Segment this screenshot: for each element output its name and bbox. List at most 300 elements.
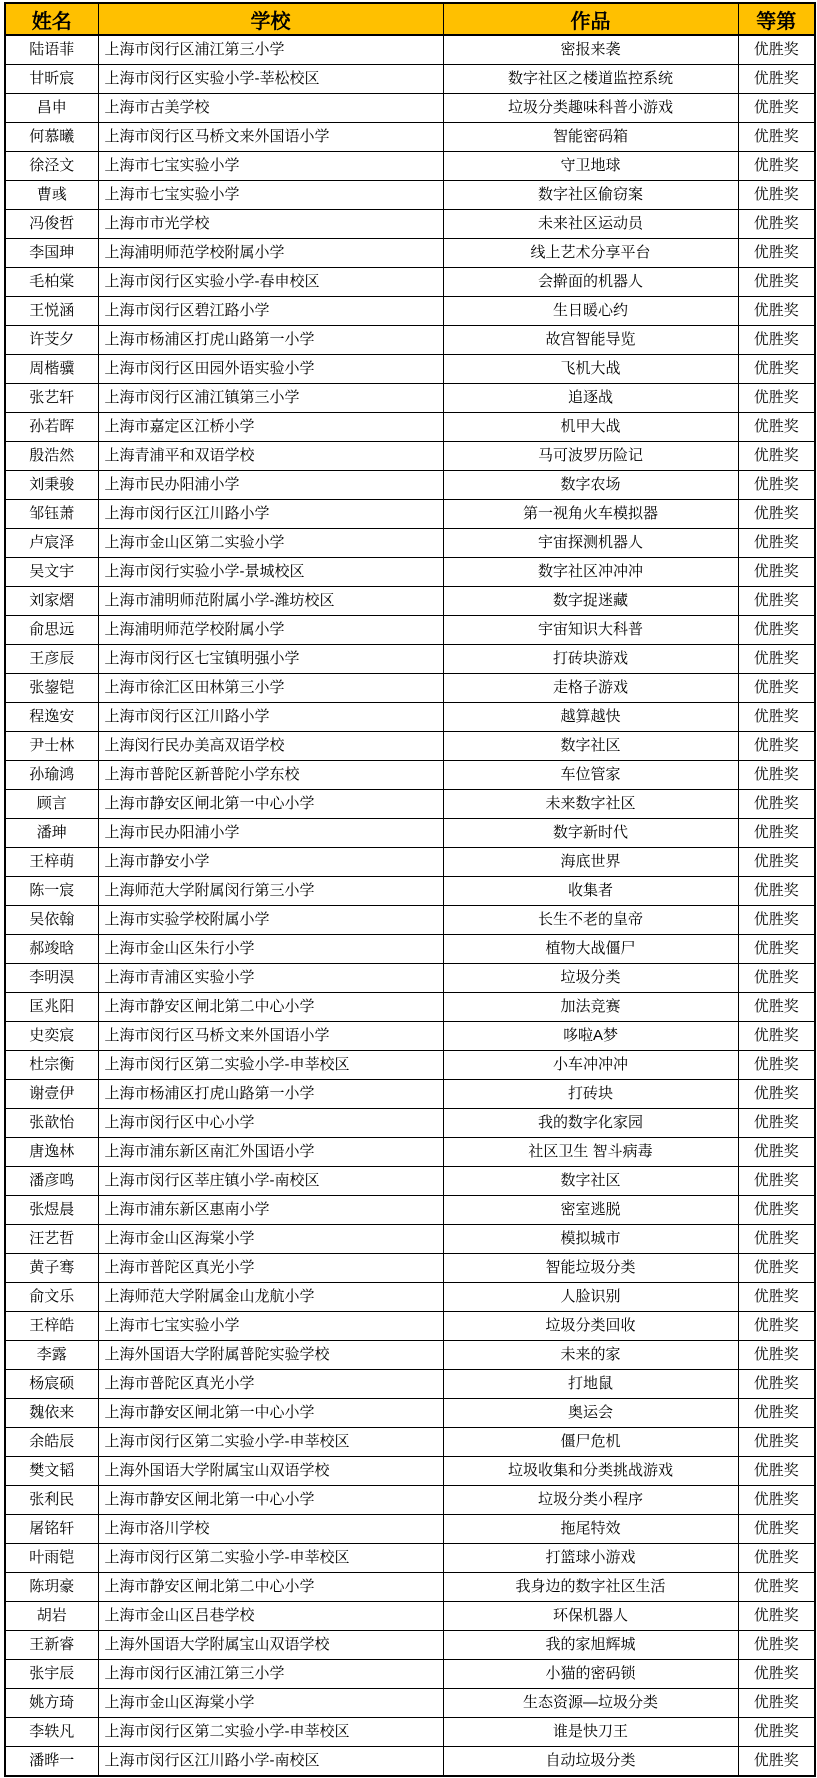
- table-row: [5, 1544, 815, 1573]
- school-cell: 上海闵行民办美高双语学校: [98, 732, 443, 761]
- table-row: [5, 993, 815, 1022]
- work-cell: 守卫地球: [443, 152, 738, 181]
- table-row: [5, 1051, 815, 1080]
- name-cell: 王新睿: [5, 1631, 98, 1660]
- name-cell: 卢宸泽: [5, 529, 98, 558]
- school-cell: 上海市闵行区江川路小学: [98, 703, 443, 732]
- award-cell: 优胜奖: [738, 1109, 815, 1138]
- school-cell: 上海市实验学校附属小学: [98, 906, 443, 935]
- header-work: 作品: [443, 3, 738, 35]
- name-cell: 邹钰萧: [5, 500, 98, 529]
- name-cell: 屠铭轩: [5, 1515, 98, 1544]
- name-cell: 张鋆铠: [5, 674, 98, 703]
- table-body: [5, 35, 815, 1776]
- name-cell: 殷浩然: [5, 442, 98, 471]
- award-cell: 优胜奖: [738, 65, 815, 94]
- school-cell: 上海市闵行区第二实验小学-申莘校区: [98, 1428, 443, 1457]
- school-cell: 上海市金山区吕巷学校: [98, 1602, 443, 1631]
- name-cell: 李明淏: [5, 964, 98, 993]
- table-row: [5, 1399, 815, 1428]
- work-cell: 模拟城市: [443, 1225, 738, 1254]
- name-cell: 胡岩: [5, 1602, 98, 1631]
- award-cell: 优胜奖: [738, 703, 815, 732]
- name-cell: 张宇辰: [5, 1660, 98, 1689]
- work-cell: 机甲大战: [443, 413, 738, 442]
- school-cell: 上海市闵行区第二实验小学-申莘校区: [98, 1051, 443, 1080]
- work-cell: 飞机大战: [443, 355, 738, 384]
- work-cell: 社区卫生 智斗病毒: [443, 1138, 738, 1167]
- table-row: [5, 1631, 815, 1660]
- school-cell: 上海市嘉定区江桥小学: [98, 413, 443, 442]
- school-cell: 上海市普陀区真光小学: [98, 1370, 443, 1399]
- work-cell: 未来的家: [443, 1341, 738, 1370]
- school-cell: 上海市静安区闸北第二中心小学: [98, 1573, 443, 1602]
- work-cell: 人脸识别: [443, 1283, 738, 1312]
- award-cell: 优胜奖: [738, 993, 815, 1022]
- table-row: [5, 587, 815, 616]
- table-row: [5, 1167, 815, 1196]
- work-cell: 收集者: [443, 877, 738, 906]
- name-cell: 毛柏棠: [5, 268, 98, 297]
- school-cell: 上海市静安区闸北第一中心小学: [98, 1399, 443, 1428]
- table-row: [5, 1283, 815, 1312]
- work-cell: 打砖块游戏: [443, 645, 738, 674]
- table-row: [5, 1660, 815, 1689]
- name-cell: 张歆怡: [5, 1109, 98, 1138]
- school-cell: 上海青浦平和双语学校: [98, 442, 443, 471]
- school-cell: 上海市闵行区田园外语实验小学: [98, 355, 443, 384]
- work-cell: 数字农场: [443, 471, 738, 500]
- name-cell: 陆语菲: [5, 35, 98, 65]
- name-cell: 潘珅: [5, 819, 98, 848]
- award-cell: 优胜奖: [738, 1196, 815, 1225]
- award-cell: 优胜奖: [738, 1399, 815, 1428]
- award-cell: 优胜奖: [738, 384, 815, 413]
- table-row: [5, 1747, 815, 1777]
- award-cell: 优胜奖: [738, 906, 815, 935]
- table-row: [5, 442, 815, 471]
- work-cell: 垃圾分类回收: [443, 1312, 738, 1341]
- work-cell: 我的家旭辉城: [443, 1631, 738, 1660]
- table-row: [5, 1486, 815, 1515]
- award-cell: 优胜奖: [738, 819, 815, 848]
- name-cell: 俞思远: [5, 616, 98, 645]
- award-cell: 优胜奖: [738, 239, 815, 268]
- table-row: [5, 1196, 815, 1225]
- school-cell: 上海市闵行区莘庄镇小学-南校区: [98, 1167, 443, 1196]
- table-row: [5, 848, 815, 877]
- award-cell: 优胜奖: [738, 500, 815, 529]
- name-cell: 唐逸林: [5, 1138, 98, 1167]
- work-cell: 打砖块: [443, 1080, 738, 1109]
- name-cell: 王梓皓: [5, 1312, 98, 1341]
- school-cell: 上海市金山区海棠小学: [98, 1225, 443, 1254]
- name-cell: 姚方琦: [5, 1689, 98, 1718]
- work-cell: 小车冲冲冲: [443, 1051, 738, 1080]
- table-row: [5, 877, 815, 906]
- work-cell: 第一视角火车模拟器: [443, 500, 738, 529]
- table-row: [5, 1370, 815, 1399]
- award-cell: 优胜奖: [738, 355, 815, 384]
- award-cell: 优胜奖: [738, 1428, 815, 1457]
- work-cell: 未来数字社区: [443, 790, 738, 819]
- school-cell: 上海外国语大学附属宝山双语学校: [98, 1457, 443, 1486]
- work-cell: 宇宙知识大科普: [443, 616, 738, 645]
- work-cell: 自动垃圾分类: [443, 1747, 738, 1777]
- table-row: [5, 181, 815, 210]
- name-cell: 张煜晨: [5, 1196, 98, 1225]
- award-cell: 优胜奖: [738, 1341, 815, 1370]
- school-cell: 上海市闵行区中心小学: [98, 1109, 443, 1138]
- work-cell: 数字社区之楼道监控系统: [443, 65, 738, 94]
- school-cell: 上海市闵行实验小学-景城校区: [98, 558, 443, 587]
- table-row: [5, 268, 815, 297]
- name-cell: 陈一宸: [5, 877, 98, 906]
- work-cell: 马可波罗历险记: [443, 442, 738, 471]
- name-cell: 刘家熠: [5, 587, 98, 616]
- school-cell: 上海市静安区闸北第一中心小学: [98, 790, 443, 819]
- table-row: [5, 384, 815, 413]
- work-cell: 奥运会: [443, 1399, 738, 1428]
- school-cell: 上海市杨浦区打虎山路第一小学: [98, 1080, 443, 1109]
- school-cell: 上海市闵行区浦江镇第三小学: [98, 384, 443, 413]
- school-cell: 上海市闵行区浦江第三小学: [98, 35, 443, 65]
- table-row: [5, 94, 815, 123]
- school-cell: 上海市七宝实验小学: [98, 181, 443, 210]
- name-cell: 尹士林: [5, 732, 98, 761]
- table-row: [5, 210, 815, 239]
- name-cell: 杜宗衡: [5, 1051, 98, 1080]
- school-cell: 上海外国语大学附属普陀实验学校: [98, 1341, 443, 1370]
- table-row: [5, 529, 815, 558]
- award-cell: 优胜奖: [738, 268, 815, 297]
- school-cell: 上海市金山区朱行小学: [98, 935, 443, 964]
- name-cell: 史奕宸: [5, 1022, 98, 1051]
- award-cell: 优胜奖: [738, 1167, 815, 1196]
- work-cell: 数字社区: [443, 1167, 738, 1196]
- table-row: [5, 790, 815, 819]
- table-row: [5, 297, 815, 326]
- school-cell: 上海浦明师范学校附属小学: [98, 616, 443, 645]
- award-cell: 优胜奖: [738, 674, 815, 703]
- award-cell: 优胜奖: [738, 1718, 815, 1747]
- name-cell: 甘昕宸: [5, 65, 98, 94]
- school-cell: 上海市民办阳浦小学: [98, 819, 443, 848]
- work-cell: 垃圾收集和分类挑战游戏: [443, 1457, 738, 1486]
- work-cell: 生态资源—垃圾分类: [443, 1689, 738, 1718]
- work-cell: 数字社区: [443, 732, 738, 761]
- table-row: [5, 964, 815, 993]
- name-cell: 吴依翰: [5, 906, 98, 935]
- school-cell: 上海市闵行区碧江路小学: [98, 297, 443, 326]
- work-cell: 越算越快: [443, 703, 738, 732]
- award-cell: 优胜奖: [738, 645, 815, 674]
- table-row: [5, 1515, 815, 1544]
- school-cell: 上海市浦东新区南汇外国语小学: [98, 1138, 443, 1167]
- work-cell: 智能垃圾分类: [443, 1254, 738, 1283]
- award-cell: 优胜奖: [738, 1486, 815, 1515]
- award-cell: 优胜奖: [738, 1080, 815, 1109]
- table-row: [5, 1718, 815, 1747]
- table-row: [5, 761, 815, 790]
- name-cell: 程逸安: [5, 703, 98, 732]
- award-cell: 优胜奖: [738, 1225, 815, 1254]
- table-row: [5, 471, 815, 500]
- work-cell: 追逐战: [443, 384, 738, 413]
- table-row: [5, 152, 815, 181]
- table-row: [5, 326, 815, 355]
- award-cell: 优胜奖: [738, 1573, 815, 1602]
- award-cell: 优胜奖: [738, 471, 815, 500]
- work-cell: 数字捉迷藏: [443, 587, 738, 616]
- table-row: [5, 732, 815, 761]
- school-cell: 上海市浦东新区惠南小学: [98, 1196, 443, 1225]
- work-cell: 宇宙探测机器人: [443, 529, 738, 558]
- school-cell: 上海市闵行区马桥文来外国语小学: [98, 123, 443, 152]
- school-cell: 上海市静安区闸北第一中心小学: [98, 1486, 443, 1515]
- name-cell: 匡兆阳: [5, 993, 98, 1022]
- award-cell: 优胜奖: [738, 761, 815, 790]
- school-cell: 上海市徐汇区田林第三小学: [98, 674, 443, 703]
- name-cell: 曹彧: [5, 181, 98, 210]
- work-cell: 谁是快刀王: [443, 1718, 738, 1747]
- work-cell: 垃圾分类: [443, 964, 738, 993]
- award-cell: 优胜奖: [738, 1051, 815, 1080]
- work-cell: 拖尾特效: [443, 1515, 738, 1544]
- table-row: [5, 65, 815, 94]
- table-row: [5, 935, 815, 964]
- table-row: [5, 1080, 815, 1109]
- award-cell: 优胜奖: [738, 529, 815, 558]
- name-cell: 魏依来: [5, 1399, 98, 1428]
- name-cell: 王悦涵: [5, 297, 98, 326]
- table-row: [5, 35, 815, 65]
- work-cell: 生日暖心约: [443, 297, 738, 326]
- name-cell: 徐泾文: [5, 152, 98, 181]
- school-cell: 上海市民办阳浦小学: [98, 471, 443, 500]
- work-cell: 打地鼠: [443, 1370, 738, 1399]
- school-cell: 上海市闵行区江川路小学: [98, 500, 443, 529]
- name-cell: 孙瑜鸿: [5, 761, 98, 790]
- award-cell: 优胜奖: [738, 1515, 815, 1544]
- work-cell: 哆啦A梦: [443, 1022, 738, 1051]
- work-cell: 故宫智能导览: [443, 326, 738, 355]
- name-cell: 吴文宇: [5, 558, 98, 587]
- school-cell: 上海市古美学校: [98, 94, 443, 123]
- school-cell: 上海师范大学附属金山龙航小学: [98, 1283, 443, 1312]
- award-cell: 优胜奖: [738, 1312, 815, 1341]
- table-row: [5, 1225, 815, 1254]
- school-cell: 上海市市光学校: [98, 210, 443, 239]
- award-cell: 优胜奖: [738, 1602, 815, 1631]
- header-name: 姓名: [5, 3, 98, 35]
- name-cell: 余皓辰: [5, 1428, 98, 1457]
- table-row: [5, 1254, 815, 1283]
- award-cell: 优胜奖: [738, 1022, 815, 1051]
- table-row: [5, 413, 815, 442]
- table-row: [5, 1341, 815, 1370]
- award-cell: 优胜奖: [738, 1254, 815, 1283]
- award-cell: 优胜奖: [738, 210, 815, 239]
- work-cell: 小猫的密码锁: [443, 1660, 738, 1689]
- award-cell: 优胜奖: [738, 1689, 815, 1718]
- name-cell: 王彦辰: [5, 645, 98, 674]
- school-cell: 上海市闵行区江川路小学-南校区: [98, 1747, 443, 1777]
- award-cell: 优胜奖: [738, 558, 815, 587]
- name-cell: 许芠夕: [5, 326, 98, 355]
- school-cell: 上海市静安区闸北第二中心小学: [98, 993, 443, 1022]
- school-cell: 上海市普陀区真光小学: [98, 1254, 443, 1283]
- table-row: [5, 123, 815, 152]
- table-row: [5, 355, 815, 384]
- table-row: [5, 1109, 815, 1138]
- work-cell: 智能密码箱: [443, 123, 738, 152]
- work-cell: 长生不老的皇帝: [443, 906, 738, 935]
- work-cell: 环保机器人: [443, 1602, 738, 1631]
- school-cell: 上海市普陀区新普陀小学东校: [98, 761, 443, 790]
- school-cell: 上海市闵行区浦江第三小学: [98, 1660, 443, 1689]
- table-row: [5, 674, 815, 703]
- header-school: 学校: [98, 3, 443, 35]
- work-cell: 我的数字化家园: [443, 1109, 738, 1138]
- school-cell: 上海市闵行区实验小学-莘松校区: [98, 65, 443, 94]
- school-cell: 上海师范大学附属闵行第三小学: [98, 877, 443, 906]
- name-cell: 刘秉骏: [5, 471, 98, 500]
- name-cell: 潘晔一: [5, 1747, 98, 1777]
- name-cell: 昌申: [5, 94, 98, 123]
- award-cell: 优胜奖: [738, 35, 815, 65]
- work-cell: 垃圾分类小程序: [443, 1486, 738, 1515]
- award-cell: 优胜奖: [738, 616, 815, 645]
- award-cell: 优胜奖: [738, 297, 815, 326]
- award-cell: 优胜奖: [738, 964, 815, 993]
- name-cell: 孙若晖: [5, 413, 98, 442]
- award-cell: 优胜奖: [738, 1283, 815, 1312]
- name-cell: 谢壹伊: [5, 1080, 98, 1109]
- award-cell: 优胜奖: [738, 1631, 815, 1660]
- school-cell: 上海市浦明师范附属小学-潍坊校区: [98, 587, 443, 616]
- award-cell: 优胜奖: [738, 413, 815, 442]
- table-row: [5, 703, 815, 732]
- work-cell: 未来社区运动员: [443, 210, 738, 239]
- table-row: [5, 906, 815, 935]
- work-cell: 车位管家: [443, 761, 738, 790]
- name-cell: 叶雨铠: [5, 1544, 98, 1573]
- name-cell: 张艺轩: [5, 384, 98, 413]
- school-cell: 上海市闵行区马桥文来外国语小学: [98, 1022, 443, 1051]
- table-row: [5, 1689, 815, 1718]
- table-row: [5, 500, 815, 529]
- award-cell: 优胜奖: [738, 848, 815, 877]
- school-cell: 上海市金山区海棠小学: [98, 1689, 443, 1718]
- name-cell: 俞文乐: [5, 1283, 98, 1312]
- name-cell: 潘彦鸣: [5, 1167, 98, 1196]
- school-cell: 上海市金山区第二实验小学: [98, 529, 443, 558]
- name-cell: 李国珅: [5, 239, 98, 268]
- award-cell: 优胜奖: [738, 94, 815, 123]
- work-cell: 密报来袭: [443, 35, 738, 65]
- award-cell: 优胜奖: [738, 1544, 815, 1573]
- work-cell: 加法竞赛: [443, 993, 738, 1022]
- school-cell: 上海市闵行区实验小学-春申校区: [98, 268, 443, 297]
- award-cell: 优胜奖: [738, 790, 815, 819]
- name-cell: 杨宸硕: [5, 1370, 98, 1399]
- table-row: [5, 1428, 815, 1457]
- name-cell: 顾言: [5, 790, 98, 819]
- table-row: [5, 1138, 815, 1167]
- school-cell: 上海市闵行区第二实验小学-申莘校区: [98, 1544, 443, 1573]
- name-cell: 李轶凡: [5, 1718, 98, 1747]
- table-row: [5, 1573, 815, 1602]
- name-cell: 何慕曦: [5, 123, 98, 152]
- work-cell: 数字新时代: [443, 819, 738, 848]
- table-row: [5, 558, 815, 587]
- award-cell: 优胜奖: [738, 326, 815, 355]
- award-cell: 优胜奖: [738, 123, 815, 152]
- table-row: [5, 819, 815, 848]
- name-cell: 汪艺哲: [5, 1225, 98, 1254]
- award-cell: 优胜奖: [738, 152, 815, 181]
- work-cell: 海底世界: [443, 848, 738, 877]
- work-cell: 走格子游戏: [443, 674, 738, 703]
- name-cell: 郝竣晗: [5, 935, 98, 964]
- award-cell: 优胜奖: [738, 732, 815, 761]
- table-row: [5, 1022, 815, 1051]
- school-cell: 上海市七宝实验小学: [98, 152, 443, 181]
- name-cell: 黄子骞: [5, 1254, 98, 1283]
- award-cell: 优胜奖: [738, 877, 815, 906]
- table-row: [5, 616, 815, 645]
- award-cell: 优胜奖: [738, 1370, 815, 1399]
- table-row: [5, 645, 815, 674]
- work-cell: 数字社区偷窃案: [443, 181, 738, 210]
- school-cell: 上海市闵行区七宝镇明强小学: [98, 645, 443, 674]
- work-cell: 数字社区冲冲冲: [443, 558, 738, 587]
- award-cell: 优胜奖: [738, 1747, 815, 1777]
- school-cell: 上海市七宝实验小学: [98, 1312, 443, 1341]
- work-cell: 我身边的数字社区生活: [443, 1573, 738, 1602]
- school-cell: 上海外国语大学附属宝山双语学校: [98, 1631, 443, 1660]
- school-cell: 上海市闵行区第二实验小学-申莘校区: [98, 1718, 443, 1747]
- name-cell: 冯俊哲: [5, 210, 98, 239]
- work-cell: 垃圾分类趣味科普小游戏: [443, 94, 738, 123]
- name-cell: 王梓萌: [5, 848, 98, 877]
- header-award: 等第: [738, 3, 815, 35]
- work-cell: 会擀面的机器人: [443, 268, 738, 297]
- award-table: [4, 2, 816, 1777]
- work-cell: 打篮球小游戏: [443, 1544, 738, 1573]
- work-cell: 线上艺术分享平台: [443, 239, 738, 268]
- work-cell: 僵尸危机: [443, 1428, 738, 1457]
- award-cell: 优胜奖: [738, 181, 815, 210]
- work-cell: 植物大战僵尸: [443, 935, 738, 964]
- award-cell: 优胜奖: [738, 587, 815, 616]
- award-cell: 优胜奖: [738, 1457, 815, 1486]
- award-cell: 优胜奖: [738, 935, 815, 964]
- name-cell: 周楷骥: [5, 355, 98, 384]
- header-row: [5, 3, 815, 35]
- table-row: [5, 1602, 815, 1631]
- school-cell: 上海浦明师范学校附属小学: [98, 239, 443, 268]
- name-cell: 张利民: [5, 1486, 98, 1515]
- school-cell: 上海市杨浦区打虎山路第一小学: [98, 326, 443, 355]
- table-row: [5, 239, 815, 268]
- school-cell: 上海市青浦区实验小学: [98, 964, 443, 993]
- award-cell: 优胜奖: [738, 442, 815, 471]
- award-cell: 优胜奖: [738, 1660, 815, 1689]
- name-cell: 樊文韬: [5, 1457, 98, 1486]
- table-row: [5, 1457, 815, 1486]
